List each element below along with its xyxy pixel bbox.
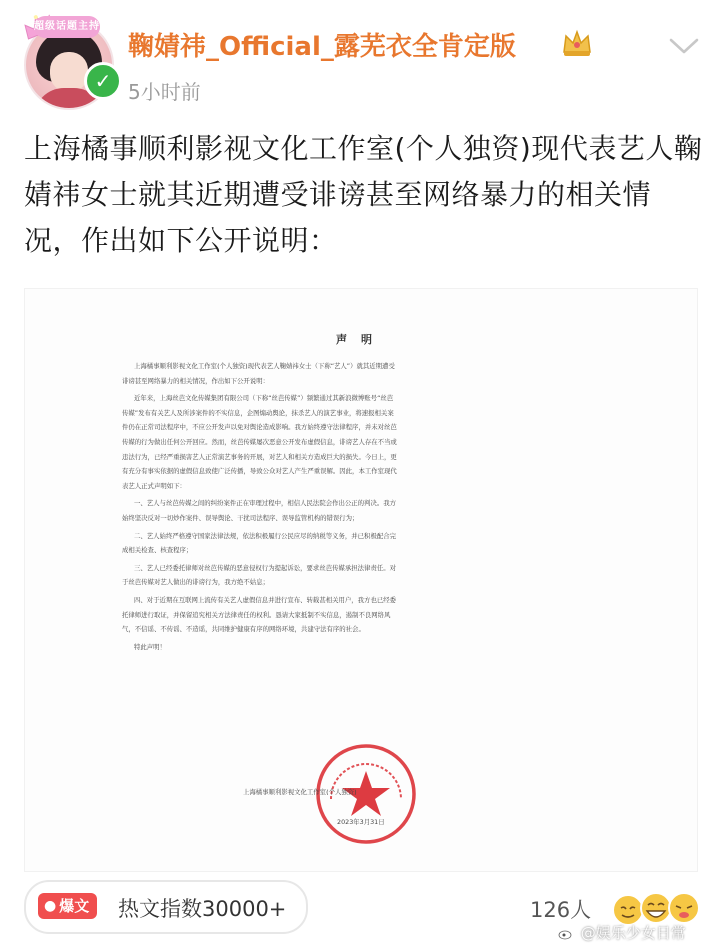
weibo-icon — [558, 928, 574, 940]
statement-image[interactable] — [24, 288, 698, 872]
post-content: 上海橘事顺利影视文化工作室(个人独资)现代表艺人鞠婧祎女士就其近期遭受诽谤甚至网络暴力的相关情况，作出如下公开说明： — [24, 132, 703, 257]
chevron-down-icon[interactable] — [667, 34, 701, 58]
hot-badge — [38, 893, 97, 919]
verified-icon: ✓ — [84, 62, 122, 100]
avatar[interactable] — [20, 14, 114, 108]
hot-badge-label: 爆文 — [59, 897, 90, 915]
flame-icon: ● — [44, 898, 57, 914]
doc-paragraph: 一、艺人与丝芭传媒之间的纠纷案件正在审理过程中，相信人民法院会作出公正的判决。我方始终坚决反对一切炒作案件、误导舆论、干扰司法程序、误导监管机构的错误行为； — [122, 499, 397, 522]
watermark-text: @娱乐少女日常 — [580, 924, 686, 942]
document-body — [122, 359, 398, 657]
crown-badge-icon — [560, 28, 594, 58]
document-date: 2023年3月31日 — [337, 818, 385, 826]
like-count[interactable]: 126人 — [530, 898, 592, 922]
doc-paragraph: 二、艺人始终严格遵守国家法律法规，依法积极履行公民应尽的纳税等义务，并已积极配合完成相关检查、核查程序； — [122, 531, 397, 555]
document-signature: 上海橘事顺利影视文化工作室(个人独资) — [243, 788, 357, 796]
watermark — [558, 922, 686, 943]
hot-index-pill[interactable] — [24, 880, 308, 934]
doc-paragraph: 三、艺人已经委托律师对丝芭传媒的恶意侵权行为提起诉讼，要求丝芭传媒承担法律责任。对于丝芭传媒对艺人做出的诽谤行为，我方绝不姑息； — [122, 563, 397, 587]
post-time: 5小时前 — [128, 80, 201, 104]
doc-paragraph: 近年来，上海丝芭文化传媒集团有限公司（下称“丝芭传媒”）频繁通过其新浪微博账号“丝芭传媒”发布有关艺人及所涉案件的不实信息，企图煽动舆论，抹杀艺人的演艺事业，将速报相关案件仍在正常司法程序中，不应公开发声以免对舆论造成影响。我方始终遵守法律程序，并未对丝芭传媒的行为做出任何公开回应。然而，丝芭传媒屡次恶意公开发布虚假信息，诽谤艺人存在不当或违法行为，已经严重损害艺人正常演艺事务的开展，对艺人和相关方造成巨大的损失。今日上，更有充分有事实依据的虚假信息致使广泛传播，导致公众对艺人产生严重误解。因此，本工作室现代表艺人正式声明如下： — [122, 394, 397, 490]
post-footer — [0, 878, 720, 945]
document-title: 声明 — [336, 333, 386, 346]
author-name[interactable]: 鞠婧祎_Official_露芜衣全肯定版 — [128, 32, 516, 62]
doc-paragraph: 上海橘事顺利影视文化工作室(个人独资)现代表艺人鞠婧祎女士（下称“艺人”）就其近期遭受诽谤甚至网络暴力的相关情况，作出如下公开说明： — [122, 362, 395, 385]
doc-paragraph: 四、对于近期在互联网上流传有关艺人虚假信息并进行宣布、转载甚相关用户，我方也已经委托律师进行取证，并保留追究相关方法律责任的权利。恳请大家抵制不实信息，遏制不良网络风气，不信谣、不传谣、不造谣，共同维护健康有序的网络环境，共建守法有序的社会。 — [122, 595, 397, 634]
avatar-badge: 超级话题主持 — [34, 16, 100, 38]
doc-paragraph: 特此声明！ — [134, 642, 166, 651]
post-header — [0, 0, 720, 120]
hot-index-text: 热文指数30000+ — [118, 897, 287, 921]
